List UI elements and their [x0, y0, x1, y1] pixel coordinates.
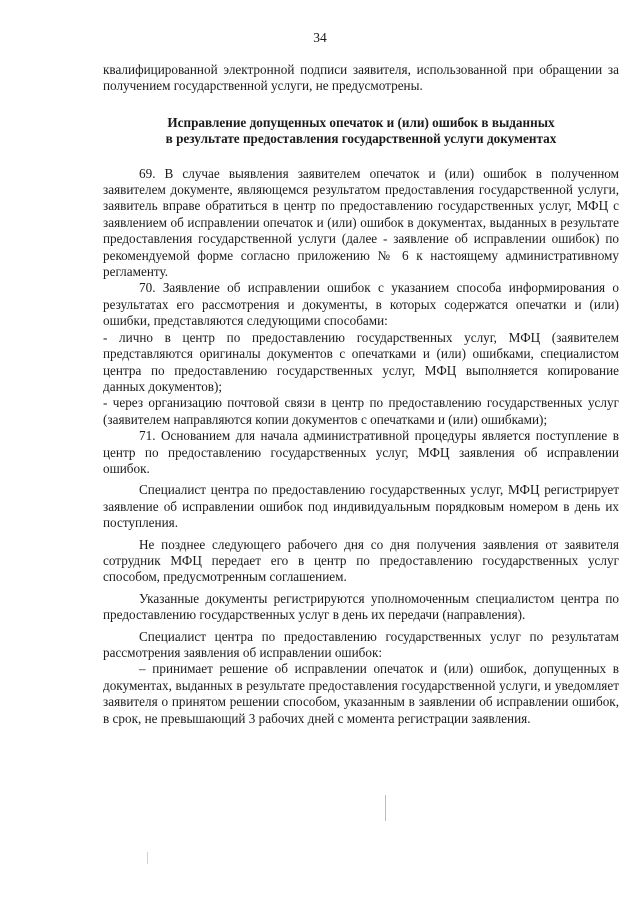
list-item-decision: – принимает решение об исправлении опечаток и (или) ошибок, допущенных в документах, выданных в результате предоставления государственной услуги, и уведомляет заявителя о принятом решении способом, указанным в заявлении об исправлении ошибок, в срок, не превышающий 3 рабочих дней с момента регистрации заявления.	[103, 661, 619, 726]
paragraph-69: 69. В случае выявления заявителем опечаток и (или) ошибок в полученном заявителем документе, являющемся результатом предоставления государственной услуги, заявитель вправе обратиться в центр по предоставлению государственных услуг, МФЦ с заявлением об исправлении опечаток и (или) ошибок в документах, выданных в результате предоставления государственной услуги (далее - заявление об исправлении ошибок) по рекомендуемой форме согласно приложению № 6 к настоящему административному регламенту.	[103, 165, 619, 280]
paragraph-71: 71. Основанием для начала административной процедуры является поступление в центр по предоставлению государственных услуг, МФЦ заявления об исправлении ошибок.	[103, 428, 619, 476]
paragraph-specialist-review: Специалист центра по предоставлению государственных услуг по результатам рассмотрения заявления об исправлении ошибок:	[103, 628, 619, 660]
list-item-in-person: - лично в центр по предоставлению государственных услуг, МФЦ (заявителем представляются оригиналы документов с опечатками и (или) ошибками, специалистом центра по предоставлению государственных услуг, МФЦ выполняется копирование данных документов);	[103, 329, 619, 394]
page-number: 34	[313, 30, 327, 45]
scan-mark	[147, 852, 148, 864]
section-heading-line-2: в результате предоставления государственной услуги документах	[165, 131, 557, 147]
paragraph-transfer: Не позднее следующего рабочего дня со дня получения заявления от заявителя сотрудник МФЦ передает его в центр по предоставлению государственных услуг способом, предусмотренным соглашением.	[103, 536, 619, 585]
scan-mark	[385, 795, 386, 821]
paragraph-continuation: квалифицированной электронной подписи заявителя, использованной при обращении за получением государственной услуги, не предусмотрены.	[103, 62, 619, 94]
paragraph-registration: Специалист центра по предоставлению государственных услуг, МФЦ регистрирует заявление об исправлении ошибок под индивидуальным порядковым номером в день их поступления.	[103, 482, 619, 531]
paragraph-documents-registered: Указанные документы регистрируются уполномоченным специалистом центра по предоставлению государственных услуг в день их передачи (направления).	[103, 590, 619, 623]
paragraph-70: 70. Заявление об исправлении ошибок с указанием способа информирования о результатах его рассмотрения и документы, в которых содержатся опечатки и (или) ошибки, представляются следующими способами:	[103, 280, 619, 329]
document-body	[103, 62, 619, 727]
list-item-postal: - через организацию почтовой связи в центр по предоставлению государственных услуг (заявителем направляются копии документов с опечатками и (или) ошибками);	[103, 395, 619, 427]
section-heading-line-1: Исправление допущенных опечаток и (или) ошибок в выданных	[167, 114, 555, 130]
section-heading	[103, 115, 619, 148]
